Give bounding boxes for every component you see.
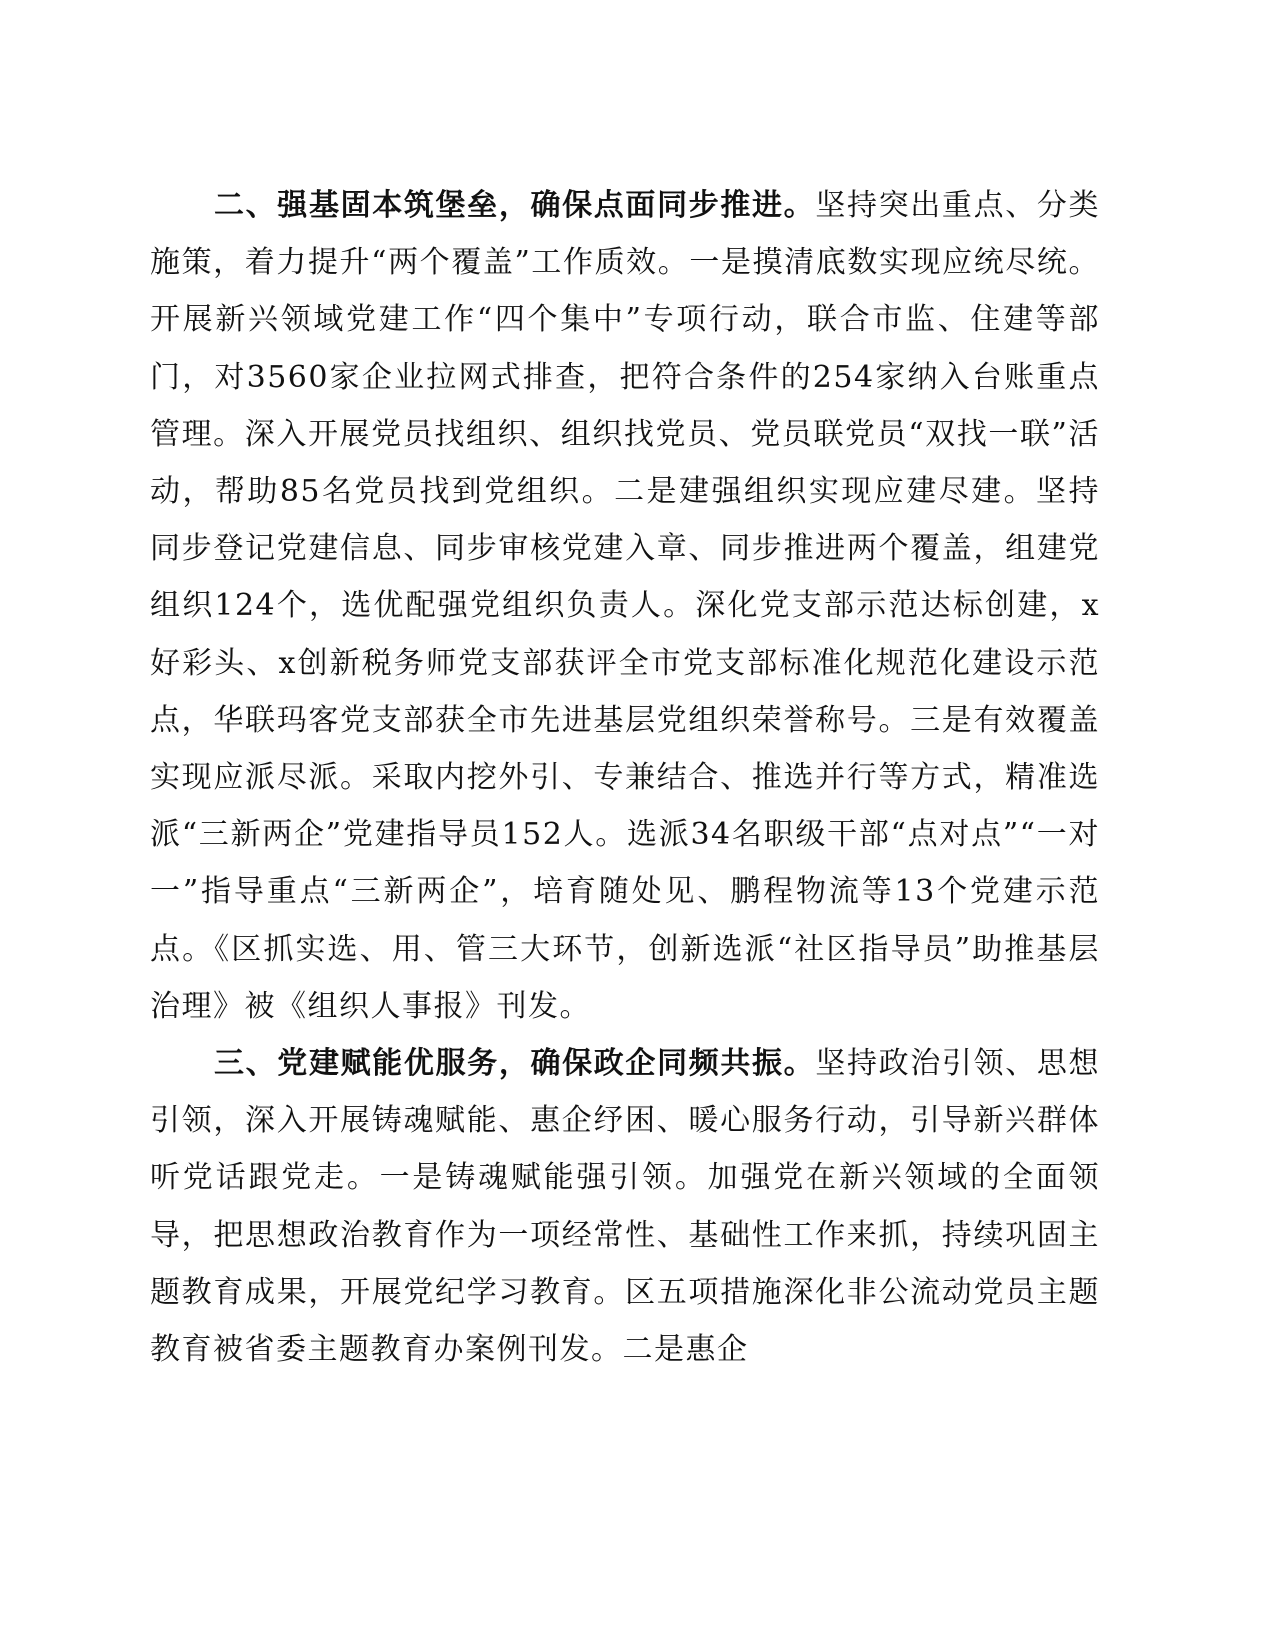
section-body-3: 坚持政治引领、思想引领，深入开展铸魂赋能、惠企纾困、暖心服务行动，引导新兴群体听党话跟党走。一是铸魂赋能强引领。加强党在新兴领域的全面领导，把思想政治教育作为一项经常性、基础性工作来抓，持续巩固主题教育成果，开展党纪学习教育。区五项措施深化非公流动党员主题教育被省委主题教育办案例刊发。二是惠企	[150, 1046, 1101, 1368]
document-body	[150, 177, 1100, 1378]
paragraph-section-3	[150, 1035, 1100, 1378]
section-body-2: 坚持突出重点、分类施策，着力提升“两个覆盖”工作质效。一是摸清底数实现应统尽统。开展新兴领域党建工作“四个集中”专项行动，联合市监、住建等部门，对3560家企业拉网式排查，把符合条件的254家纳入台账重点管理。深入开展党员找组织、组织找党员、党员联党员“双找一联”活动，帮助85名党员找到党组织。二是建强组织实现应建尽建。坚持同步登记党建信息、同步审核党建入章、同步推进两个覆盖，组建党组织124个，选优配强党组织负责人。深化党支部示范达标创建，x好彩头、x创新税务师党支部获评全市党支部标准化规范化建设示范点，华联玛客党支部获全市先进基层党组织荣誉称号。三是有效覆盖实现应派尽派。采取内挖外引、专兼结合、推选并行等方式，精准选派“三新两企”党建指导员152人。选派34名职级干部“点对点”“一对一”指导重点“三新两企”，培育随处见、鹏程物流等13个党建示范点。《区抓实选、用、管三大环节，创新选派“社区指导员”助推基层治理》被《组织人事报》刊发。	[150, 188, 1101, 1024]
section-heading-3: 三、党建赋能优服务，确保政企同频共振。	[214, 1046, 816, 1082]
paragraph-section-2	[150, 177, 1100, 1035]
section-heading-2: 二、强基固本筑堡垒，确保点面同步推进。	[214, 188, 816, 223]
